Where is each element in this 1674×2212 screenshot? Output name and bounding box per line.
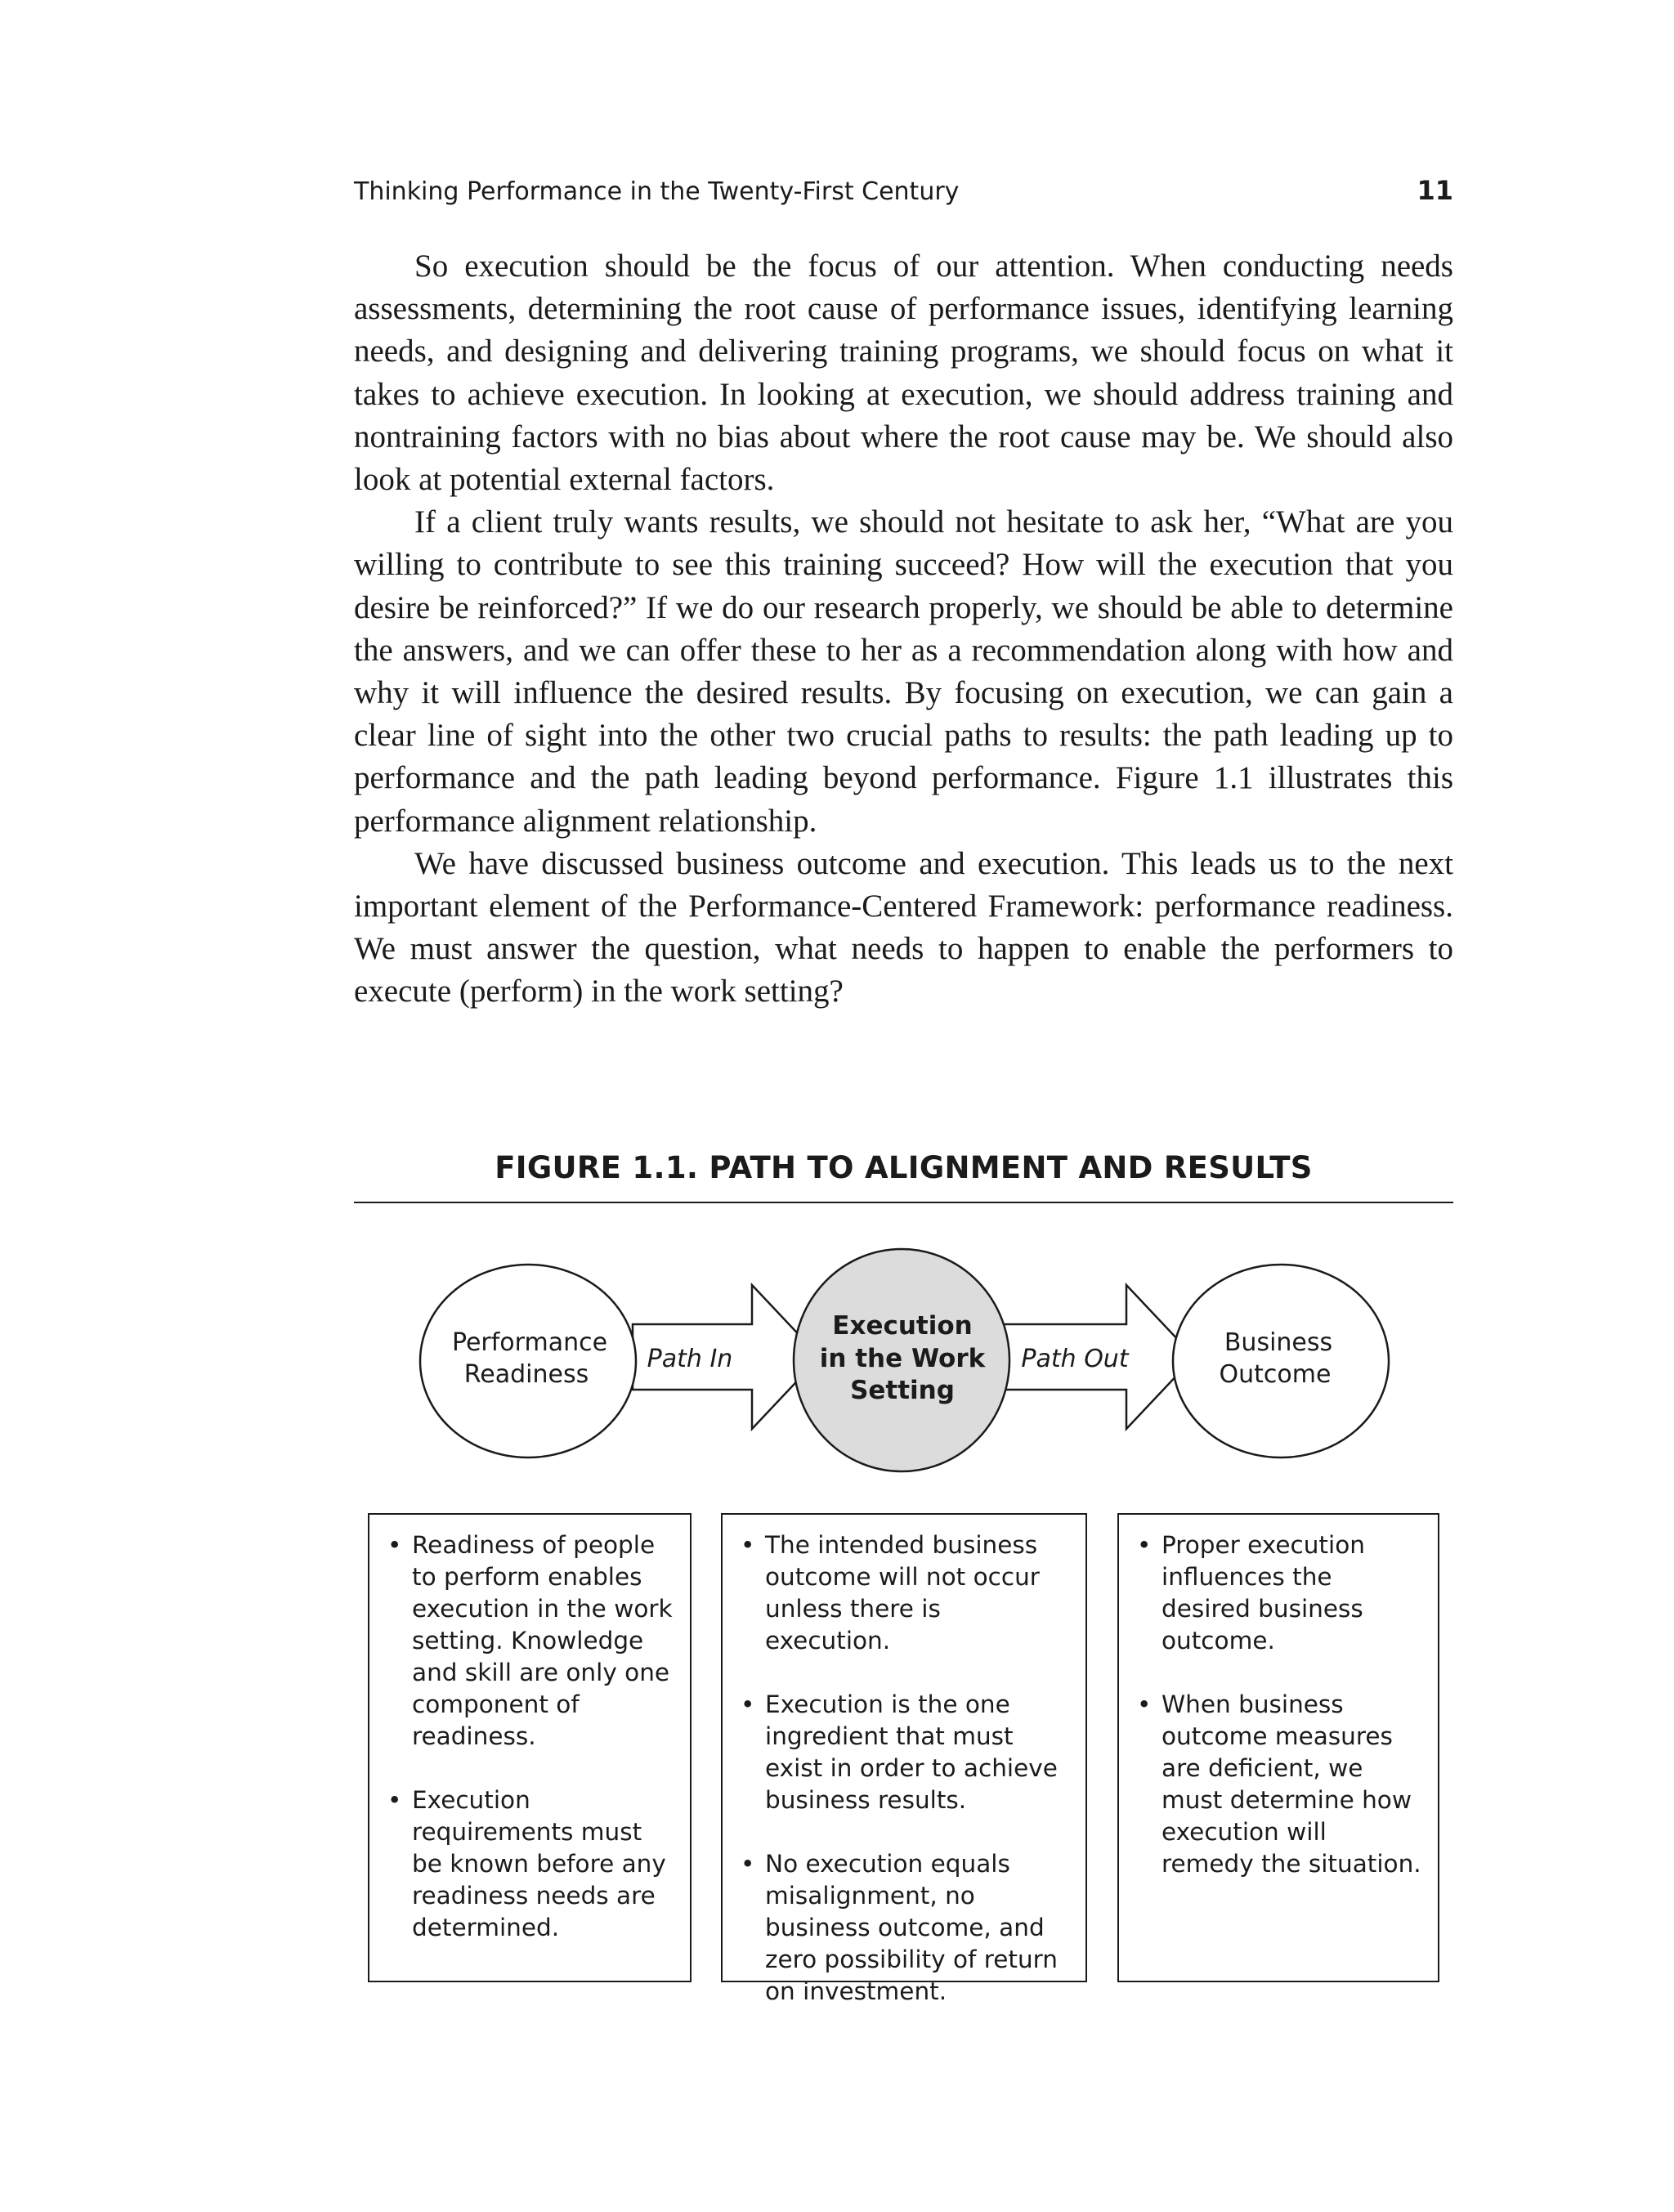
paragraph: So execution should be the focus of our attention. When conducting needs assessments, determining the root cause of performance issues, identifying learning needs, and designing and delivering training programs, we should focus on what it takes to achieve execution. In looking at execution, we should address training and nontraining factors with no bias about where the root cause may be. We should also look at potential external factors. [354, 249, 1453, 498]
page-number: 11 [1417, 175, 1453, 206]
path-in-label: Path In [647, 1345, 733, 1373]
node-label: Setting [850, 1376, 955, 1405]
paragraph: If a client truly wants results, we should not hesitate to ask her, “What are you willing to contribute to see this training succeed? How will the execution that you desire be reinforced?” If we do our research properly, we should be able to determine the answers, and we can offer these to her as a recommendation along with how and why it will influence the desired results. By focusing on execution, we can gain a clear line of sight into the other two crucial paths to results: the path leading up to performance and the path leading beyond performance. Figure 1.1 illustrates this performance alignment relationship. [354, 504, 1453, 839]
bullet-item: • Readiness of people to perform enables execution in the work setting. Knowledge and skill are only one component of readiness. [387, 1529, 674, 1753]
bullet-item: • Execution is the one ingredient that must exist in order to achieve business results. [741, 1689, 1069, 1816]
node-label: Performance [451, 1328, 608, 1357]
outcome-info-box [1117, 1513, 1439, 1982]
bullet-item: • No execution equals misalignment, no business outcome, and zero possibility of return on investment. [741, 1848, 1069, 2008]
execution-info-box [721, 1513, 1087, 2005]
bullet-item: • Execution requirements must be known before any readiness needs are determined. [387, 1784, 674, 1944]
node-label: Outcome [1219, 1360, 1332, 1389]
node-label: Business [1224, 1328, 1333, 1357]
running-title: Thinking Performance in the Twenty-First Century [354, 177, 960, 206]
readiness-info-box [368, 1513, 692, 1982]
bullet-item: • When business outcome measures are deficient, we must determine how execution will remedy the situation. [1137, 1689, 1421, 1880]
path-out-label: Path Out [1021, 1345, 1129, 1373]
figure-title: FIGURE 1.1. PATH TO ALIGNMENT AND RESULTS [495, 1150, 1313, 1185]
node-label: in the Work [819, 1344, 986, 1373]
bullet-item: • The intended business outcome will not occur unless there is execution. [741, 1529, 1069, 1657]
node-label: Execution [832, 1311, 973, 1341]
paragraph: We have discussed business outcome and execution. This leads us to the next important element of the Performance-Centered Framework: performance readiness. We must answer the question, what needs to happen to enable the performers to execute (perform) in the work setting? [354, 845, 1453, 1010]
bullet-item: • Proper execution influences the desired business outcome. [1137, 1529, 1421, 1657]
node-label: Readiness [463, 1360, 589, 1389]
